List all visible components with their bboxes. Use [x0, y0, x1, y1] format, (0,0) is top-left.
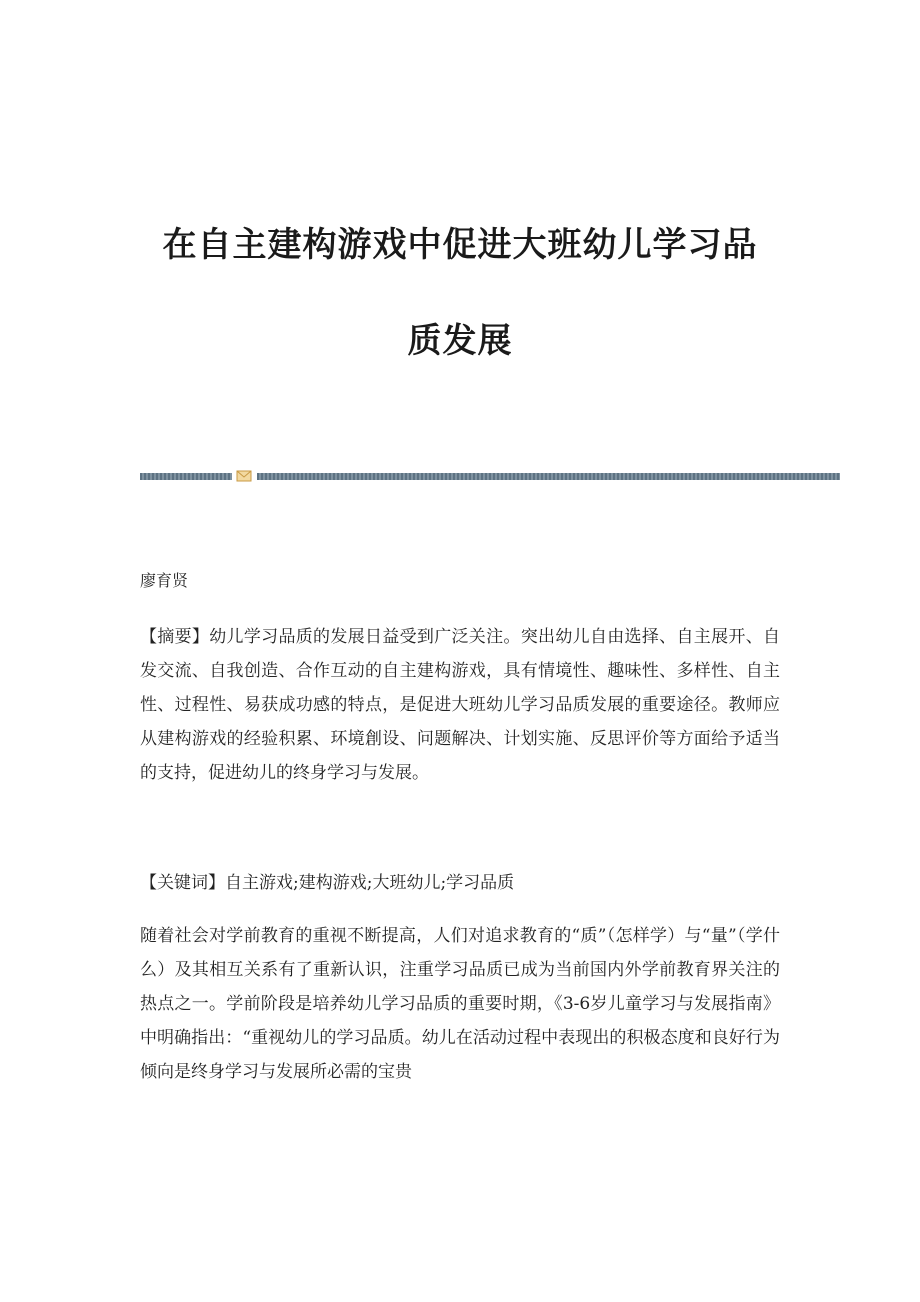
abstract-paragraph: 【摘要】幼儿学习品质的发展日益受到广泛关注。突出幼儿自由选择、自主展开、自发交流、自我创造、合作互动的自主建构游戏，具有情境性、趣味性、多样性、自主性、过程性、易获成功感的特点，是促进大班幼儿学习品质发展的重要途径。教师应从建构游戏的经验积累、环境創设、问题解决、计划实施、反思评价等方面给予适当的支持，促进幼儿的终身学习与发展。 — [140, 627, 780, 783]
document-title-line-1: 在自主建构游戏中促进大班幼儿学习品 — [162, 225, 758, 265]
divider-bar-left — [140, 473, 232, 480]
keywords-paragraph: 【关键词】自主游戏;建构游戏;大班幼儿;学习品质 — [140, 873, 515, 893]
author-name: 廖育贤 — [140, 571, 189, 590]
decorative-divider — [140, 470, 840, 482]
body-paragraph: 随着社会对学前教育的重视不断提高，人们对追求教育的“质”（怎样学）与“量”（学什么）及其相互关系有了重新认识，注重学习品质已成为当前国内外学前教育界关注的热点之一。学前阶段是培养幼儿学习品质的重要时期，《3-6岁儿童学习与发展指南》中明确指出：“重视幼儿的学习品质。幼儿在活动过程中表现出的积极态度和良好行为倾向是终身学习与发展所必需的宝贵 — [140, 926, 780, 1082]
envelope-icon — [236, 470, 252, 482]
divider-bar-right — [257, 473, 840, 480]
document-title-line-2: 质发展 — [407, 321, 513, 361]
